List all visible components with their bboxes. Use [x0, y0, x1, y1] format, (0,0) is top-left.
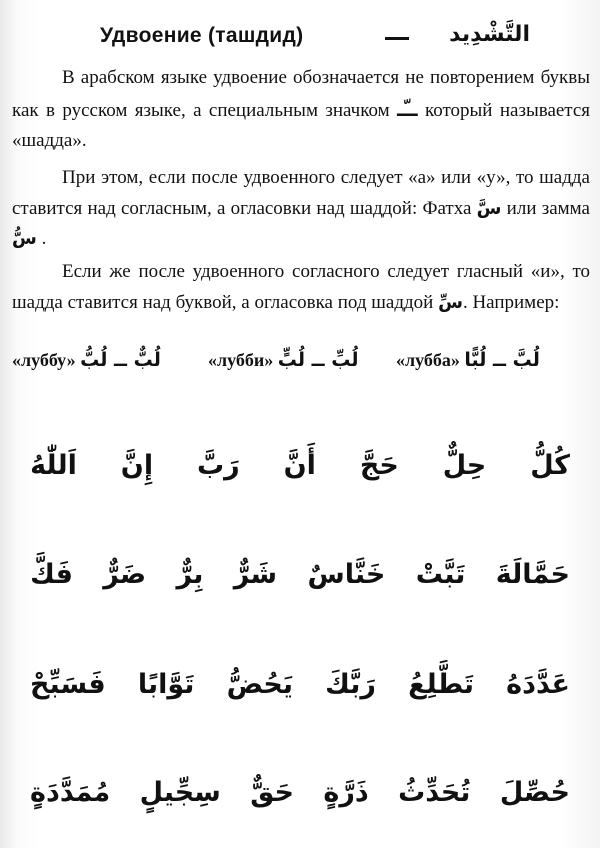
- example-lubbi: [208, 349, 358, 371]
- example-label: «лубби»: [208, 350, 274, 370]
- paragraph-2-mid: или замма: [506, 197, 590, 219]
- word-row-4: [30, 764, 570, 820]
- arabic-word: حَقٌّ: [250, 776, 294, 808]
- paragraph-2-end: .: [41, 228, 47, 249]
- arabic-word: تُحَدِّثُ: [398, 776, 471, 808]
- paragraph-1-tail: который называется «шадда».: [12, 99, 591, 151]
- example-luBBu: [12, 349, 161, 371]
- example-arabic: لُبِّ ــ لُبٍّ: [277, 349, 359, 371]
- shadda-sign: ــّـ: [397, 96, 418, 121]
- arabic-word: إِنَّ: [120, 449, 154, 481]
- title-row: [100, 22, 540, 56]
- arabic-word: حَجَّ: [359, 449, 399, 481]
- arabic-word: حِلٌّ: [442, 449, 487, 481]
- paragraph-1: [12, 63, 590, 157]
- arabic-word: فَسَبِّحْ: [30, 668, 106, 700]
- arabic-word: حَمَّالَةَ: [495, 558, 570, 590]
- arabic-word: ذَرَّةٍ: [323, 776, 369, 808]
- arabic-word: رَبَّ: [197, 449, 240, 481]
- arabic-word: سِجِّيلٍ: [139, 776, 221, 808]
- word-row-3: [30, 656, 570, 712]
- example-arabic: لُبٌّ ــ لُبُّ: [80, 349, 161, 371]
- title-russian: Удвоение (ташдид): [100, 24, 304, 47]
- example-lubba: [396, 349, 540, 371]
- arabic-word: أَنَّ: [283, 449, 316, 481]
- word-row-2: [30, 546, 570, 602]
- kasra-example: سِّ: [438, 291, 463, 313]
- paragraph-3-tail: . Например:: [462, 291, 560, 313]
- examples-line: [12, 349, 590, 379]
- arabic-word: كُلُّ: [530, 449, 570, 481]
- paragraph-2-text: При этом, если после удвоенного следует «а» или «у», то шадда ставится над согласным, а огласовки над шаддой: Фатха: [12, 167, 590, 219]
- arabic-word: عَدَّدَهُ: [506, 668, 570, 700]
- damma-example: سُّ: [12, 228, 37, 249]
- arabic-word: بِرٌّ: [176, 558, 204, 590]
- arabic-word: ضَرٌّ: [103, 558, 147, 590]
- arabic-word: تَطَّلِعُ: [408, 668, 475, 700]
- arabic-word: حُصِّلَ: [499, 776, 570, 808]
- example-label: «луббу»: [12, 350, 76, 370]
- arabic-word: شَرٌّ: [233, 558, 278, 590]
- arabic-word: رَبَّكَ: [325, 668, 376, 700]
- arabic-word: يَحُضُّ: [226, 668, 293, 700]
- arabic-word: خَنَّاسٌ: [307, 558, 386, 590]
- fatha-example: سَّ: [476, 197, 502, 219]
- word-row-1: [30, 437, 570, 493]
- arabic-word: تَبَّتْ: [415, 558, 466, 590]
- paragraph-3-text: Если же после удвоенного согласного следует гласный «и», то шадда ставится над буквой, а огласовка под шаддой: [12, 261, 590, 313]
- title-dash: [385, 37, 409, 40]
- example-arabic: لُبَّ ــ لُبًّا: [464, 349, 540, 371]
- arabic-word: اَللّٰهُ: [30, 449, 77, 481]
- example-label: «лубба»: [396, 350, 460, 370]
- arabic-word: تَوَّابًا: [137, 668, 195, 700]
- title-arabic: التَّشْدِيد: [449, 22, 530, 47]
- arabic-word: مُمَدَّدَةٍ: [30, 776, 111, 808]
- arabic-word: فَكَّ: [30, 558, 73, 590]
- paragraph-2: [12, 163, 590, 255]
- paragraph-3: [12, 257, 590, 318]
- paragraph-1-text: В арабском языке удвоение обозначается не повторением буквы как в русском языке, а специальным значком: [12, 67, 590, 121]
